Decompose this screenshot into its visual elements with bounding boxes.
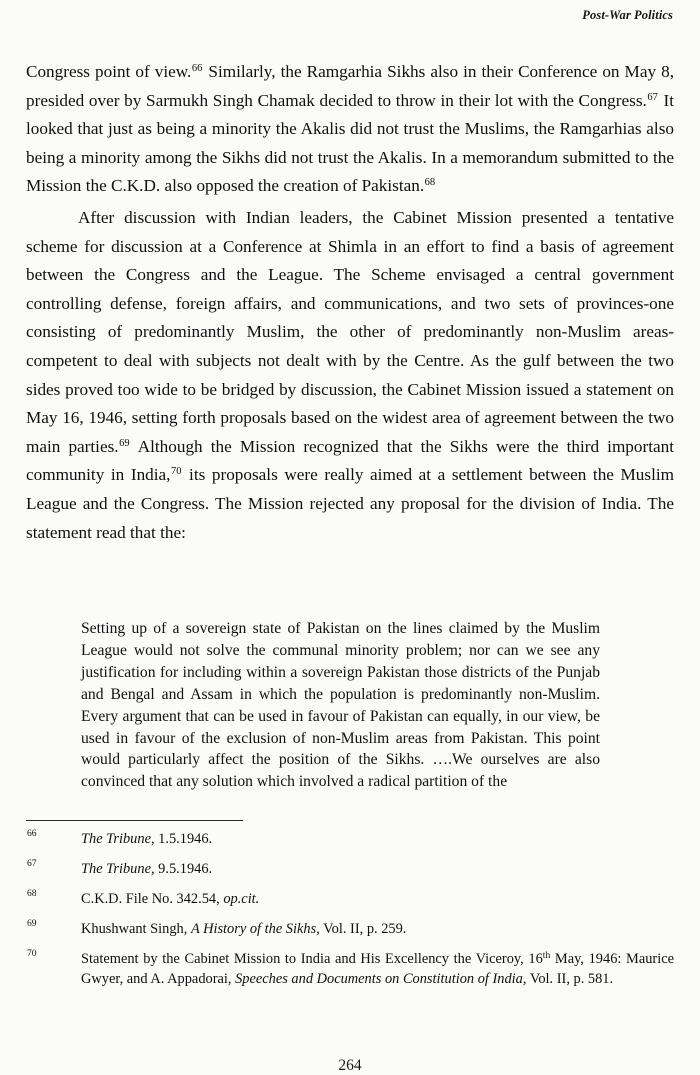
italic-title: The Tribune, bbox=[81, 831, 155, 847]
italic-title: A History of the Sikhs, bbox=[190, 921, 320, 938]
footnote-number: 66 bbox=[27, 828, 37, 839]
italic-title: Speeches and Documents on Constitution of India, bbox=[235, 970, 527, 987]
footnote-entry: 68 C.K.D. File No. 342.54, op.cit. bbox=[27, 888, 260, 908]
footnote-list bbox=[26, 830, 674, 990]
superscript-marker: 67 bbox=[647, 91, 658, 103]
footnote-separator-rule bbox=[26, 820, 243, 821]
footnote-number: 69 bbox=[27, 918, 37, 930]
body-paragraph: Congress point of view.$^{66}$ Similarly, the Ramgarhia Sikhs also in their Conference on May 8, presided over by Sarmukh Singh Chamak decided to throw in their lot with the Congress.$^{67}$ It looked that just as being a minority the Akalis did not trust the Muslims, the Ramgarhias also being a minority among the Sikhs did not trust the Akalis. In a memorandum submitted to the Mission the C.K.D. also opposed the creation of Pakistan.$^{68}$ bbox=[26, 62, 675, 196]
running-header: Post-War Politics bbox=[582, 8, 673, 22]
superscript-marker: 69 bbox=[119, 437, 130, 449]
footnote-entry: 67 The Tribune, 9.5.1946. bbox=[27, 858, 213, 878]
block-quote-text: Setting up of a sovereign state of Pakistan on the lines claimed by the Muslim League would not solve the communal minority problem; nor can we see any justification for including within a sovereign Pakistan those districts of the Punjab and Bengal and Assam in which the population is predominantly non-Muslim. Every argument that can be used in favour of Pakistan can equally, in our view, be used in favour of the exclusion of non-Muslim areas from Pakistan. This point would particularly affect the position of the Sikhs. ….We ourselves are also convinced that any solution which involved a radical partition of the bbox=[81, 620, 600, 791]
superscript-marker: th bbox=[542, 950, 551, 962]
footnote-number: 67 bbox=[27, 858, 37, 870]
footnote-entry: 70 Statement by the Cabinet Mission to India and His Excellency the Viceroy, 16th May, 1946: Maurice Gwyer, and A. Appadorai, Speeches and Documents on Constitution of India, Vol. II, p. 581. bbox=[27, 948, 674, 987]
page-number: 264 bbox=[338, 1057, 362, 1074]
footnote-area bbox=[26, 820, 674, 990]
block-quote bbox=[81, 618, 600, 793]
superscript-marker: 70 bbox=[170, 466, 182, 478]
body-paragraph: After discussion with Indian leaders, the Cabinet Mission presented a tentative scheme for discussion at a Conference at Shimla in an effort to find a basis of agreement between the Congress and the League. The Scheme envisaged a central government controlling defense, foreign affairs, and communications, and two sets of provinces-one consisting of predominantly Muslim, the other of predominantly non-Muslim areas-competent to deal with subjects not dealt with by the Centre. As the gulf between the two sides proved too wide to be bridged by discussion, the Cabinet Mission issued a statement on May 16, 1946, setting forth proposals based on the widest area of agreement between the two main parties.$^{69}$ Although the Mission recognized that the Sikhs were the third important community in India,$^{70}$ its proposals were really aimed at a settlement between the Muslim League and the Congress. The Mission rejected any proposal for the division of India. The statement read that the: bbox=[26, 207, 675, 542]
footnote-entry: 69 Khushwant Singh, A History of the Sikhs, Vol. II, p. 259. bbox=[27, 918, 407, 938]
italic-title: The Tribune, bbox=[81, 861, 155, 878]
footnote-number: 68 bbox=[27, 888, 37, 900]
footnote-entry: 66 The Tribune, 1.5.1946. bbox=[27, 828, 213, 847]
superscript-marker: 66 bbox=[191, 63, 203, 74]
footnote-number: 70 bbox=[27, 948, 37, 960]
superscript-marker: 68 bbox=[424, 177, 436, 189]
body-text-block bbox=[26, 58, 674, 547]
italic-title: op.cit. bbox=[223, 891, 260, 908]
